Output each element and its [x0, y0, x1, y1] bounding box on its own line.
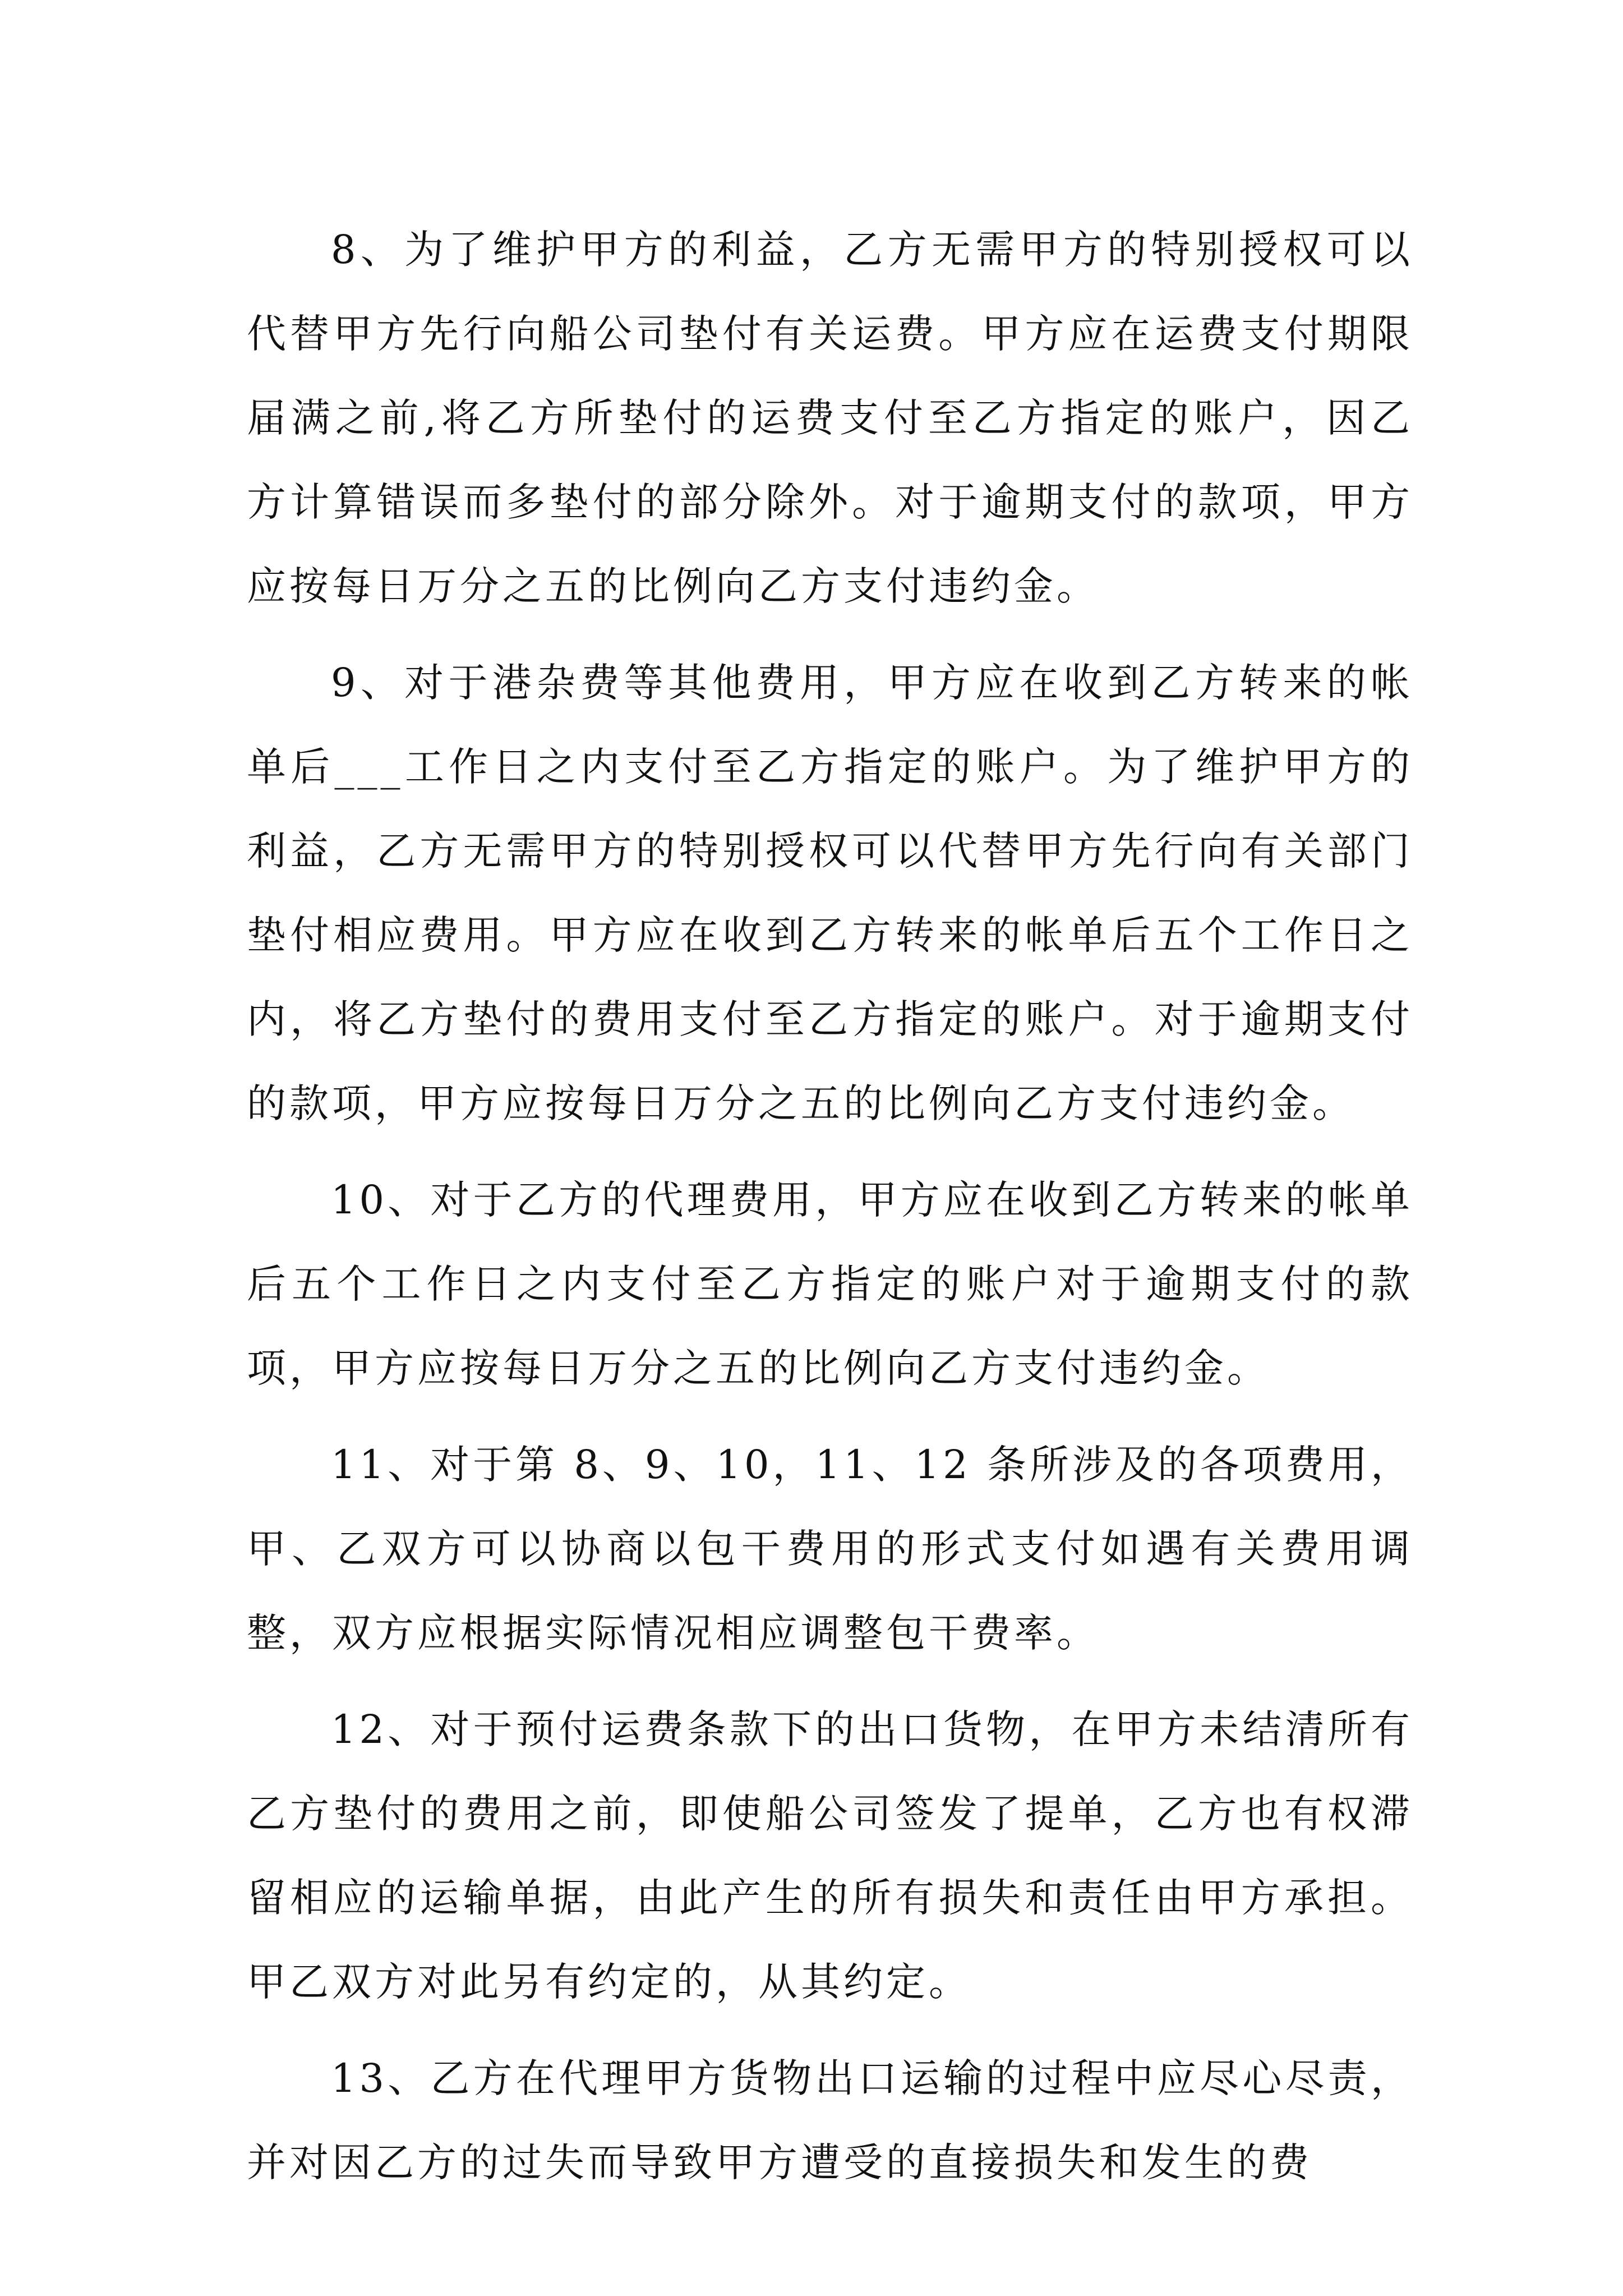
clause-11-paragraph: 11、对于第 8、9、10，11、12 条所涉及的各项费用，甲、乙双方可以协商以包干费用的形式支付如遇有关费用调整，双方应根据实际情况相应调整包干费率。 [247, 1442, 1413, 1656]
clause-9-paragraph: 9、对于港杂费等其他费用，甲方应在收到乙方转来的帐单后___工作日之内支付至乙方指定的账户。为了维护甲方的利益，乙方无需甲方的特别授权可以代替甲方先行向有关部门垫付相应费用。甲方应在收到乙方转来的帐单后五个工作日之内，将乙方垫付的费用支付至乙方指定的账户。对于逾期支付的款项，甲方应按每日万分之五的比例向乙方支付违约金。 [247, 660, 1413, 1126]
clause-8-paragraph: 8、为了维护甲方的利益，乙方无需甲方的特别授权可以代替甲方先行向船公司垫付有关运费。甲方应在运费支付期限届满之前,将乙方所垫付的运费支付至乙方指定的账户，因乙方计算错误而多垫付的部分除外。对于逾期支付的款项，甲方应按每日万分之五的比例向乙方支付违约金。 [247, 227, 1413, 609]
clause-12-paragraph: 12、对于预付运费条款下的出口货物，在甲方未结清所有乙方垫付的费用之前，即使船公司签发了提单，乙方也有权滞留相应的运输单据，由此产生的所有损失和责任由甲方承担。甲乙双方对此另有约定的，从其约定。 [247, 1706, 1413, 2005]
document-body [247, 208, 1413, 2217]
clause-13-paragraph: 13、乙方在代理甲方货物出口运输的过程中应尽心尽责，并对因乙方的过失而导致甲方遭受的直接损失和发生的费 [247, 2055, 1413, 2185]
clause-10-paragraph: 10、对于乙方的代理费用，甲方应在收到乙方转来的帐单后五个工作日之内支付至乙方指定的账户对于逾期支付的款项，甲方应按每日万分之五的比例向乙方支付违约金。 [247, 1177, 1413, 1391]
